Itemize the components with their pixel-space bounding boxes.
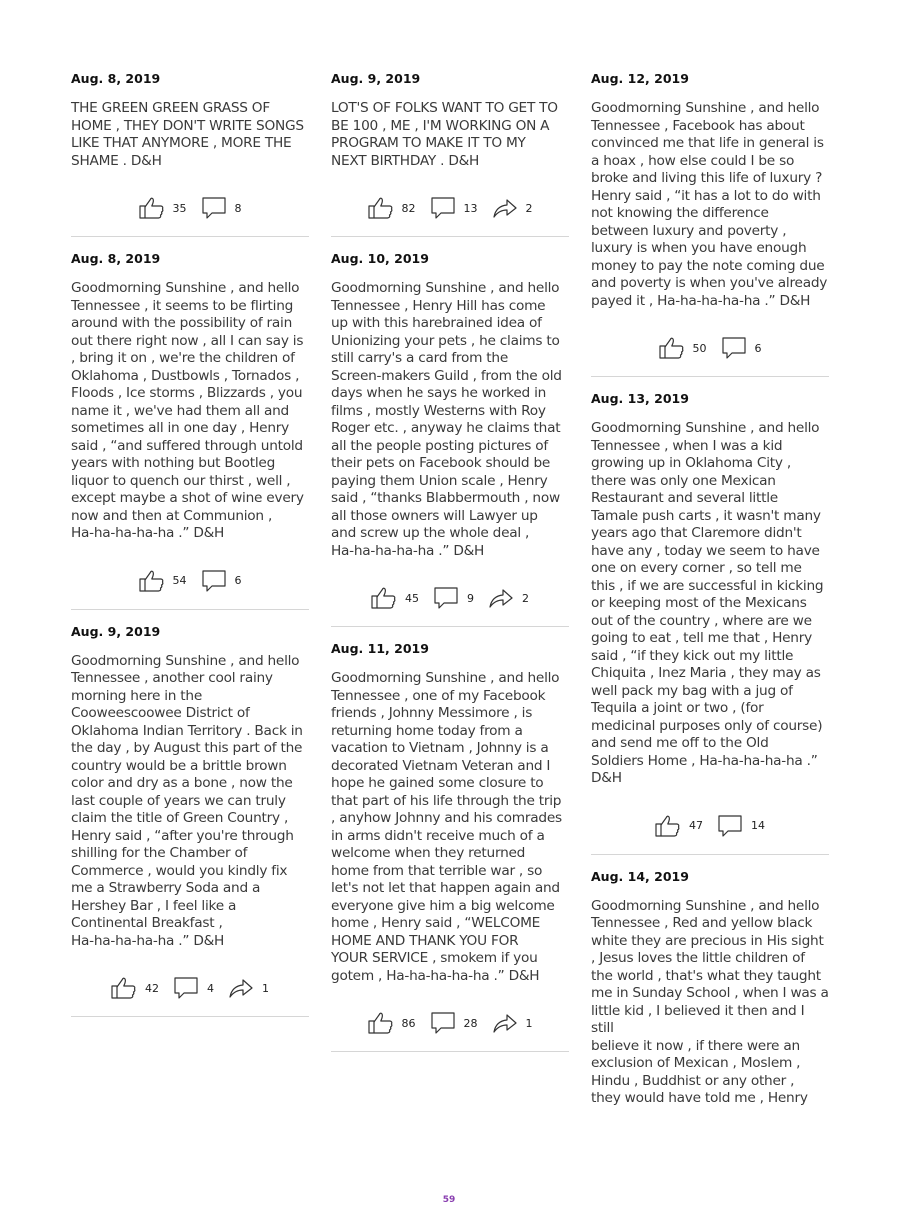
- thumbs-up-icon[interactable]: [659, 336, 685, 360]
- comment-stat[interactable]: [201, 196, 242, 220]
- comment-stat[interactable]: [430, 1011, 478, 1035]
- page-number: 59: [442, 1195, 456, 1205]
- post-date: Aug. 10, 2019: [331, 251, 429, 266]
- post-text: Goodmorning Sunshine , and hello Tennessee , another cool rainy morning here in the Cooweescoowee District of Oklahoma Indian Territory . Back in the day , by August this part of the country would be a brittle brown color and dry as a bone , now the last couple of years we can truly claim the title of Green Country , Henry said , “after you're through shilling for the Chamber of Commerce , would you kindly fix me a Strawberry Soda and a Hershey Bar , I feel like a Continental Breakfast , Ha-ha-ha-ha-ha .” D&H: [71, 652, 303, 949]
- like-stat[interactable]: [368, 1011, 416, 1035]
- like-stat[interactable]: [371, 586, 419, 610]
- like-count: 42: [145, 981, 159, 995]
- like-count: 82: [401, 201, 416, 215]
- post: [331, 72, 569, 237]
- comment-stat[interactable]: [433, 586, 474, 610]
- post-date: Aug. 11, 2019: [331, 641, 429, 656]
- post-stats: [71, 194, 309, 222]
- post-date: Aug. 12, 2019: [591, 71, 689, 86]
- share-arrow-icon[interactable]: [492, 196, 518, 220]
- post: [71, 252, 309, 610]
- comment-stat[interactable]: [721, 336, 762, 360]
- share-stat[interactable]: [492, 196, 533, 220]
- share-count: 2: [522, 591, 529, 605]
- comment-count: 28: [463, 1016, 478, 1030]
- column-2: [331, 70, 569, 1067]
- post-stats: [591, 812, 829, 840]
- post-stats: [331, 584, 569, 612]
- comment-bubble-icon[interactable]: [433, 586, 459, 610]
- post-stats: [331, 1009, 569, 1037]
- thumbs-up-icon[interactable]: [368, 196, 394, 220]
- like-stat[interactable]: [111, 976, 159, 1000]
- thumbs-up-icon[interactable]: [139, 196, 165, 220]
- post-stats: [71, 974, 309, 1002]
- column-3: [591, 70, 829, 1137]
- comment-stat[interactable]: [430, 196, 478, 220]
- share-stat[interactable]: [228, 976, 269, 1000]
- post-text: Goodmorning Sunshine , and hello Tennessee , it seems to be flirting around with the possibility of rain out there right now , all I can say is , bring it on , we're the children of Oklahoma , Dustbowls , Tornados , Floods , Ice storms , Blizzards , you name it , we've had them all and sometimes all in one day , Henry said , “and suffered through untold years with nothing but Bootleg liquor to quench our thirst , well , except maybe a shot of wine every now and then at Communion , Ha-ha-ha-ha-ha .” D&H: [71, 280, 304, 541]
- post: [591, 72, 829, 377]
- thumbs-up-icon[interactable]: [111, 976, 137, 1000]
- post-date: Aug. 8, 2019: [71, 71, 161, 86]
- thumbs-up-icon[interactable]: [371, 586, 397, 610]
- share-arrow-icon[interactable]: [492, 1011, 518, 1035]
- comment-bubble-icon[interactable]: [430, 1011, 456, 1035]
- like-count: 86: [401, 1016, 416, 1030]
- comment-count: 4: [207, 981, 214, 995]
- share-stat[interactable]: [488, 586, 529, 610]
- like-count: 54: [172, 574, 187, 587]
- post: [331, 252, 569, 627]
- comment-stat[interactable]: [173, 976, 214, 1000]
- share-arrow-icon[interactable]: [488, 586, 514, 610]
- post-text: THE GREEN GREEN GRASS OF HOME , THEY DON'T WRITE SONGS LIKE THAT ANYMORE , MORE THE SHAME . D&H: [71, 100, 304, 169]
- post-text: Goodmorning Sunshine , and hello Tennessee , Red and yellow black white they are precious in His sight , Jesus loves the little children of the world , that's what they taught me in Sunday School , when I was a little kid , I believed it then and I still believe it now , if there were an exclusion of Mexican , Moslem , Hindu , Buddhist or any other , they would have told me , Henry: [591, 897, 829, 1106]
- like-stat[interactable]: [139, 196, 187, 220]
- post-text: Goodmorning Sunshine , and hello Tennessee , Henry Hill has come up with this harebrained idea of Unionizing your pets , he claims to still carry's a card from the Screen-makers Guild , from the old days when he says he worked in films , mostly Westerns with Roy Roger etc. , anyway he claims that all the people posting pictures of their pets on Facebook should be paying them Union scale , Henry said , “thanks Blabbermouth , now all those owners will Lawyer up and screw up the whole deal , Ha-ha-ha-ha-ha .” D&H: [331, 280, 562, 559]
- comment-count: 13: [463, 201, 478, 215]
- comment-count: 8: [234, 201, 242, 215]
- like-count: 47: [689, 819, 703, 832]
- post-date: Aug. 14, 2019: [591, 868, 689, 884]
- like-stat[interactable]: [139, 569, 187, 593]
- share-count: 1: [525, 1016, 533, 1030]
- comment-bubble-icon[interactable]: [201, 569, 227, 593]
- post-stats: [331, 194, 569, 222]
- comment-bubble-icon[interactable]: [721, 336, 747, 360]
- comment-count: 14: [751, 819, 765, 832]
- post-date: Aug. 9, 2019: [71, 623, 161, 639]
- post-date: Aug. 8, 2019: [71, 251, 161, 266]
- comment-bubble-icon[interactable]: [173, 976, 199, 1000]
- post-text: Goodmorning Sunshine , and hello Tennessee , when I was a kid growing up in Oklahoma City , there was only one Mexican Restaurant and several little Tamale push carts , it wasn't many years ago that Claremore didn't have any , today we seem to have one on every corner , so tell me this , if we are successful in kicking or keeping most of the Mexicans out of the country , where are we going to eat , tell me that , Henry said , “if they kick out my little Chiquita , Inez Maria , they may as well pack my bag with a jug of Tequila a joint or two , (for medicinal purposes only of course) and send me off to the Old Soldiers Home , Ha-ha-ha-ha-ha .” D&H: [591, 420, 824, 786]
- like-stat[interactable]: [659, 336, 707, 360]
- post: [331, 642, 569, 1052]
- post-text: LOT'S OF FOLKS WANT TO GET TO BE 100 , ME , I'M WORKING ON A PROGRAM TO MAKE IT TO MY NEXT BIRTHDAY . D&H: [331, 100, 558, 169]
- like-stat[interactable]: [655, 814, 703, 838]
- post-stats: [591, 334, 829, 362]
- post: [71, 625, 309, 1018]
- like-count: 45: [405, 591, 419, 605]
- comment-count: 9: [467, 591, 474, 605]
- like-count: 50: [692, 341, 707, 355]
- share-count: 1: [262, 981, 269, 995]
- post: [71, 72, 309, 237]
- post-date: Aug. 13, 2019: [591, 391, 689, 406]
- comment-stat[interactable]: [201, 569, 242, 593]
- like-count: 35: [172, 201, 187, 215]
- post-stats: [71, 567, 309, 595]
- comment-bubble-icon[interactable]: [717, 814, 743, 838]
- share-stat[interactable]: [492, 1011, 533, 1035]
- post-date: Aug. 9, 2019: [331, 71, 421, 86]
- share-count: 2: [525, 201, 533, 215]
- column-1: [71, 70, 309, 1032]
- post-text: Goodmorning Sunshine , and hello Tennessee , Facebook has about convinced me that life in general is a hoax , how else could I be so broke and living this life of luxury ? Henry said , “it has a lot to do with not knowing the difference between luxury and poverty , luxury is when you have enough money to pay the note coming due and poverty is when you've already payed it , Ha-ha-ha-ha-ha .” D&H: [591, 100, 828, 309]
- thumbs-up-icon[interactable]: [139, 569, 165, 593]
- post: [591, 392, 829, 855]
- comment-count: 6: [234, 574, 242, 587]
- comment-bubble-icon[interactable]: [201, 196, 227, 220]
- thumbs-up-icon[interactable]: [368, 1011, 394, 1035]
- post: [591, 870, 829, 1122]
- comment-stat[interactable]: [717, 814, 765, 838]
- thumbs-up-icon[interactable]: [655, 814, 681, 838]
- post-text: Goodmorning Sunshine , and hello Tennessee , one of my Facebook friends , Johnny Messimore , is returning home today from a vacation to Vietnam , Johnny is a decorated Vietnam Veteran and I hope he gained some closure to that part of his life through the trip , anyhow Johnny and his comrades in arms didn't receive much of a welcome when they returned home from that terrible war , so let's not let that happen again and everyone give him a big welcome home , Henry said , “WELCOME HOME AND THANK YOU FOR YOUR SERVICE , smokem if you gotem , Ha-ha-ha-ha-ha .” D&H: [331, 670, 562, 984]
- share-arrow-icon[interactable]: [228, 976, 254, 1000]
- comment-count: 6: [754, 341, 762, 355]
- like-stat[interactable]: [368, 196, 416, 220]
- comment-bubble-icon[interactable]: [430, 196, 456, 220]
